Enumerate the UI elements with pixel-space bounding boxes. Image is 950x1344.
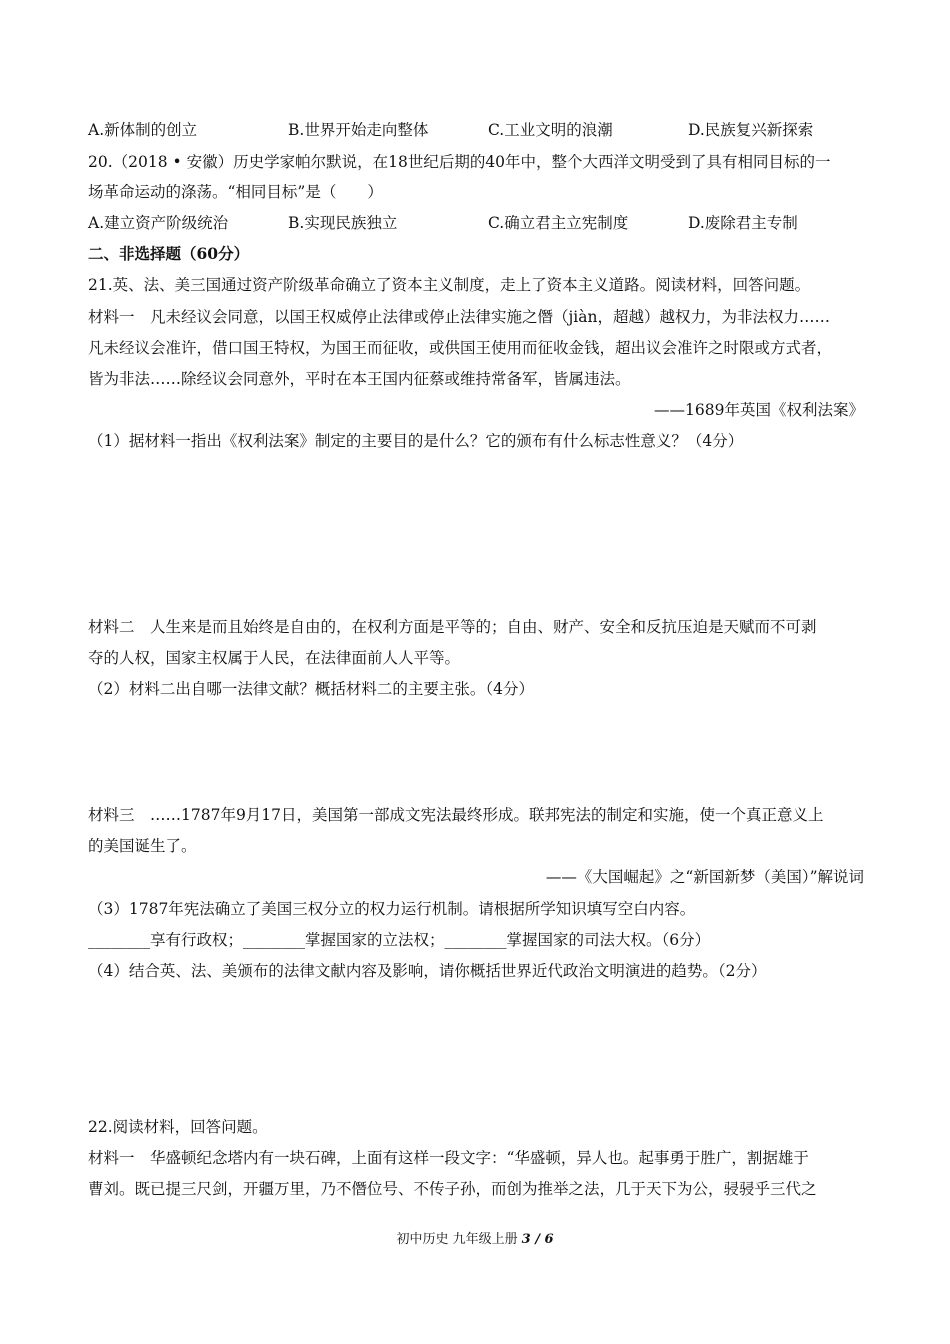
section-title: 二、非选择题（60分） xyxy=(88,244,250,263)
q19-option-a: A.新体制的创立 xyxy=(88,121,198,139)
q19-option-c: C.工业文明的浪潮 xyxy=(488,121,613,139)
q20-option-b: B.实现民族独立 xyxy=(288,214,398,232)
q21-material1-line3: 皆为非法……除经议会同意外，平时在本王国内征蔡或维持常备军，皆属违法。 xyxy=(88,370,631,388)
q21-intro: 21.英、法、美三国通过资产阶级革命确立了资本主义制度，走上了资本主义道路。阅读材料，回答问题。 xyxy=(88,276,811,294)
footer-subject: 初中历史 九年级上册 xyxy=(396,1232,518,1247)
q20-stem-line2: 场革命运动的涤荡。“相同目标”是（ ） xyxy=(88,183,383,201)
q20-option-a: A.建立资产阶级统治 xyxy=(88,214,229,232)
q21-question3-blanks: ________享有行政权；________掌握国家的立法权；________掌握国家的司法大权。（6分） xyxy=(88,931,711,949)
q19-option-d: D.民族复兴新探索 xyxy=(688,121,814,139)
q22-material1-line1: 材料一 华盛顿纪念塔内有一块石碑，上面有这样一段文字：“华盛顿，异人也。起事勇于胜广，割据雄于 xyxy=(88,1149,809,1167)
q21-material2-line1: 材料二 人生来是而且始终是自由的，在权利方面是平等的；自由、财产、安全和反抗压迫是天赋而不可剥 xyxy=(88,618,817,636)
q21-material3-source: ——《大国崛起》之“新国新梦（美国）”解说词 xyxy=(545,868,864,886)
q19-option-b: B.世界开始走向整体 xyxy=(288,121,429,139)
q20-option-c: C.确立君主立宪制度 xyxy=(488,214,629,232)
q21-question2: （2）材料二出自哪一法律文献？概括材料二的主要主张。（4分） xyxy=(88,680,534,698)
q20-options xyxy=(88,213,864,233)
q21-question3: （3）1787年宪法确立了美国三权分立的权力运行机制。请根据所学知识填写空白内容。 xyxy=(88,900,696,918)
q21-material2-line2: 夺的人权，国家主权属于人民，在法律面前人人平等。 xyxy=(88,649,461,667)
q21-material3-line1: 材料三 ……1787年9月17日，美国第一部成文宪法最终形成。联邦宪法的制定和实施，使一个真正意义上 xyxy=(88,806,824,824)
q21-question4: （4）结合英、法、美颁布的法律文献内容及影响，请你概括世界近代政治文明演进的趋势。（2分） xyxy=(88,962,767,980)
q22-intro: 22.阅读材料，回答问题。 xyxy=(88,1118,268,1136)
q21-material1-line1: 材料一 凡未经议会同意，以国王权威停止法律或停止法律实施之僭（jiàn，超越）越权力，为非法权力…… xyxy=(88,308,830,326)
q20-stem-line1: 20.（2018 • 安徽）历史学家帕尔默说，在18世纪后期的40年中，整个大西洋文明受到了具有相同目标的一 xyxy=(88,153,831,171)
page-number: 3 / 6 xyxy=(521,1232,554,1247)
q20-option-d: D.废除君主专制 xyxy=(688,214,798,232)
page-footer xyxy=(0,1231,950,1249)
q19-options xyxy=(88,120,864,140)
q22-material1-line2: 曹刘。既已提三尺剑，开疆万里，乃不僭位号、不传子孙，而创为推举之法，几于天下为公，骎骎乎三代之 xyxy=(88,1180,817,1198)
q21-material1-source: ——1689年英国《权利法案》 xyxy=(654,401,864,419)
q21-material1-line2: 凡未经议会准许，借口国王特权，为国王而征收，或供国王使用而征收金钱，超出议会准许之时限或方式者， xyxy=(88,339,833,357)
q21-material3-line2: 的美国诞生了。 xyxy=(88,837,197,855)
q21-question1: （1）据材料一指出《权利法案》制定的主要目的是什么？它的颁布有什么标志性意义？（4分） xyxy=(88,432,744,450)
